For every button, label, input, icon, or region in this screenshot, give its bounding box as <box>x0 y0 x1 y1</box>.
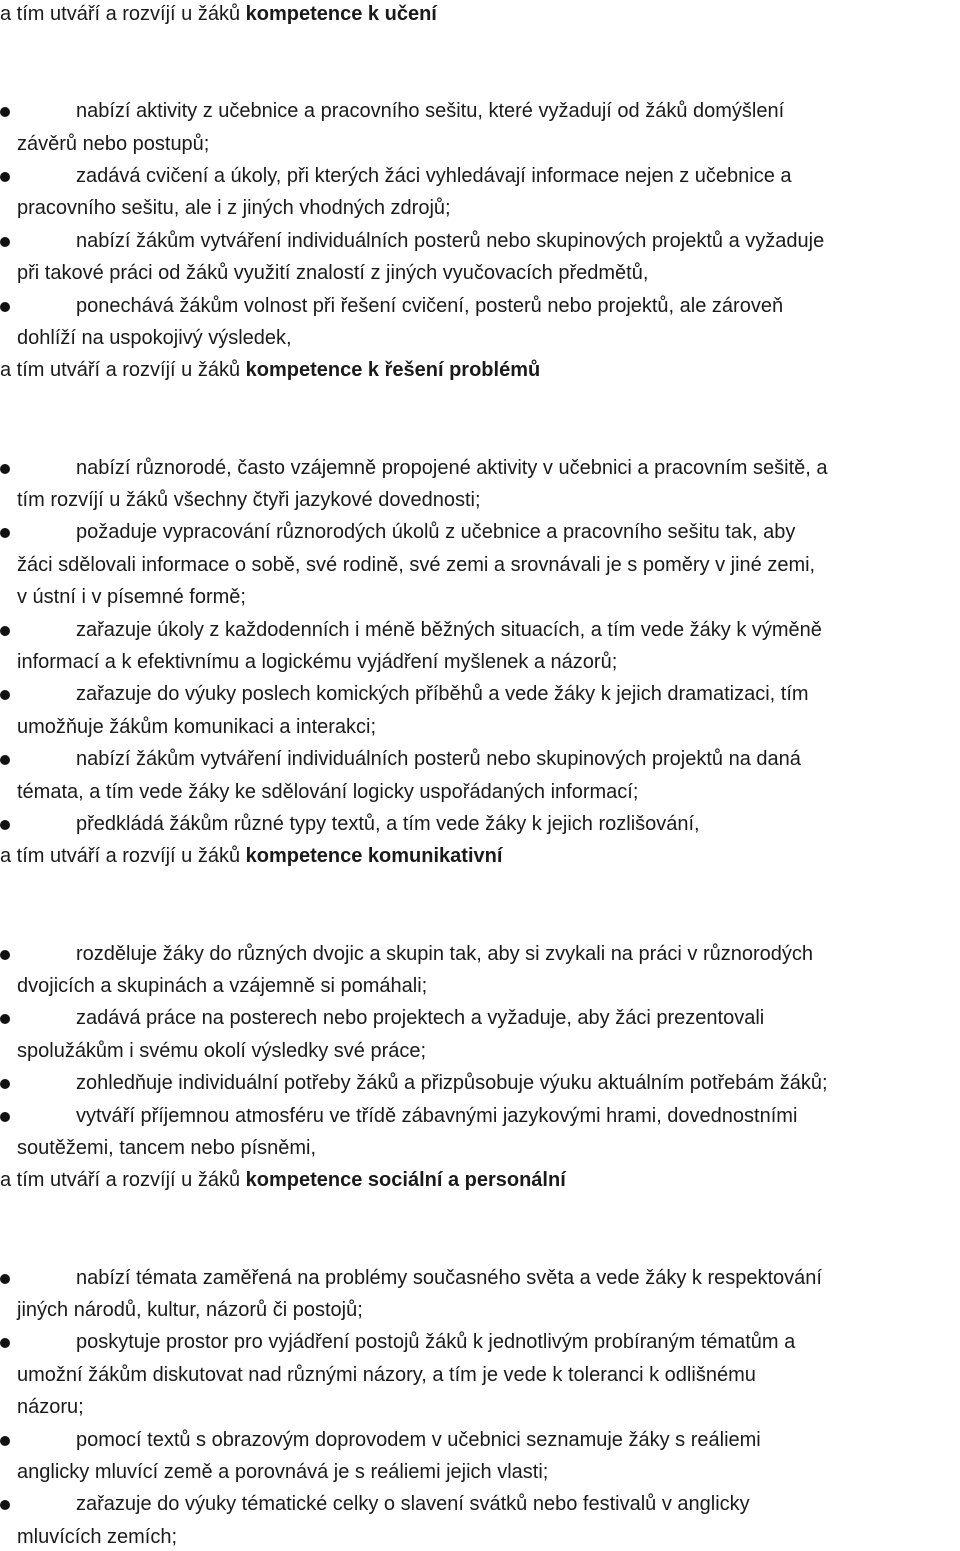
list-item-text: požaduje vypracování různorodých úkolů z učebnice a pracovního sešitu tak, aby <box>76 521 796 544</box>
list-item-continuation: informací a k efektivnímu a logickému vyjádření myšlenek a názorů; <box>17 651 618 673</box>
bullet-icon <box>0 464 10 474</box>
competence-summary-line <box>0 844 502 868</box>
bullet-icon <box>0 302 10 312</box>
bullet-icon <box>0 820 10 830</box>
list-item-continuation: dohlíží na uspokojivý výsledek, <box>17 327 292 349</box>
bullet-icon <box>0 1274 10 1284</box>
competence-summary-line <box>0 2 437 26</box>
bullet-icon <box>0 1338 10 1348</box>
list-item-text: zařazuje do výuky poslech komických příběhů a vede žáky k jejich dramatizaci, tím <box>76 683 809 706</box>
competence-name: kompetence k řešení problémů <box>245 359 541 382</box>
list-item-continuation: v ústní i v písemné formě; <box>17 586 246 609</box>
list-item-text: nabízí žákům vytváření individuálních posterů nebo skupinových projektů na daná <box>76 748 801 771</box>
list-item-text: zohledňuje individuální potřeby žáků a přizpůsobuje výuku aktuálním potřebám žáků; <box>76 1072 828 1095</box>
bullet-icon <box>0 1112 10 1122</box>
list-item-text: nabízí různorodé, často vzájemně propojené aktivity v učebnici a pracovním sešitě, a <box>76 456 828 479</box>
list-item-continuation: témata, a tím vede žáky ke sdělování logicky uspořádaných informací; <box>17 780 639 803</box>
bullet-icon <box>0 172 10 182</box>
list-item-text: ponechává žákům volnost při řešení cvičení, posterů nebo projektů, ale zároveň <box>76 294 784 317</box>
bullet-icon <box>0 1014 10 1024</box>
list-item-continuation: názoru; <box>17 1396 84 1419</box>
competence-summary-line <box>0 358 540 382</box>
list-item-text: poskytuje prostor pro vyjádření postojů žáků k jednotlivým probíraným tématům a <box>76 1331 796 1354</box>
list-item-continuation: soutěžemi, tancem nebo písněmi, <box>17 1137 317 1159</box>
summary-prefix: a tím utváří a rozvíjí u žáků <box>0 359 246 382</box>
bullet-icon <box>0 626 10 636</box>
bullet-icon <box>0 1500 10 1510</box>
summary-prefix: a tím utváří a rozvíjí u žáků <box>0 3 246 25</box>
list-item-continuation: tím rozvíjí u žáků všechny čtyři jazykové dovednosti; <box>17 489 481 511</box>
list-item-text: zadává práce na posterech nebo projektech a vyžaduje, aby žáci prezentovali <box>76 1007 765 1030</box>
list-item-text: zařazuje do výuky tématické celky o slavení svátků nebo festivalů v anglicky <box>76 1493 750 1516</box>
bullet-icon <box>0 1079 10 1089</box>
bullet-icon <box>0 1436 10 1446</box>
list-item-continuation: dvojicích a skupinách a vzájemně si pomáhali; <box>17 975 428 997</box>
bullet-icon <box>0 690 10 700</box>
list-item-continuation: při takové práci od žáků využití znalostí z jiných vyučovacích předmětů, <box>17 262 649 285</box>
bullet-icon <box>0 237 10 247</box>
list-item-text: nabízí témata zaměřená na problémy současného světa a vede žáky k respektování <box>76 1266 822 1289</box>
list-item-continuation: anglicky mluvící země a porovnává je s reáliemi jejich vlasti; <box>17 1461 549 1483</box>
list-item-text: rozděluje žáky do různých dvojic a skupin tak, aby si zvykali na práci v různorodých <box>76 942 814 965</box>
list-item-continuation: závěrů nebo postupů; <box>17 132 210 155</box>
summary-prefix: a tím utváří a rozvíjí u žáků <box>0 1169 246 1192</box>
bullet-icon <box>0 107 10 117</box>
list-item-continuation: pracovního sešitu, ale i z jiných vhodných zdrojů; <box>17 197 451 220</box>
list-item-text: zařazuje úkoly z každodenních i méně běžných situacích, a tím vede žáky k výměně <box>76 618 822 641</box>
list-item-continuation: jiných národů, kultur, názorů či postojů; <box>17 1299 363 1321</box>
competence-name: kompetence k učení <box>245 3 437 25</box>
competence-name: kompetence komunikativní <box>245 845 503 868</box>
list-item-text: nabízí žákům vytváření individuálních posterů nebo skupinových projektů a vyžaduje <box>76 229 825 252</box>
list-item-continuation: umožní žákům diskutovat nad různými názory, a tím je vede k toleranci k odlišnému <box>17 1363 756 1386</box>
list-item-text: pomocí textů s obrazovým doprovodem v učebnici seznamuje žáky s reáliemi <box>76 1428 761 1451</box>
list-item-text: předkládá žákům různé typy textů, a tím vede žáky k jejich rozlišování, <box>76 813 700 835</box>
list-item-text: nabízí aktivity z učebnice a pracovního sešitu, které vyžadují od žáků domýšlení <box>76 100 785 123</box>
list-item-continuation: mluvících zemích; <box>17 1525 178 1548</box>
list-item-continuation: spolužákům i svému okolí výsledky své práce; <box>17 1039 427 1062</box>
list-item-text: zadává cvičení a úkoly, při kterých žáci vyhledávají informace nejen z učebnice a <box>76 165 792 187</box>
bullet-icon <box>0 950 10 960</box>
bullet-icon <box>0 528 10 538</box>
summary-prefix: a tím utváří a rozvíjí u žáků <box>0 845 246 868</box>
list-item-continuation: žáci sdělovali informace o sobě, své rodině, své zemi a srovnávali je s poměry v jiné zemi, <box>17 553 816 576</box>
list-item-text: vytváří příjemnou atmosféru ve třídě zábavnými jazykovými hrami, dovednostními <box>76 1104 798 1127</box>
list-item-continuation: umožňuje žákům komunikaci a interakci; <box>17 715 377 738</box>
competence-summary-line <box>0 1168 566 1192</box>
bullet-icon <box>0 755 10 765</box>
competence-name: kompetence sociální a personální <box>245 1169 566 1192</box>
